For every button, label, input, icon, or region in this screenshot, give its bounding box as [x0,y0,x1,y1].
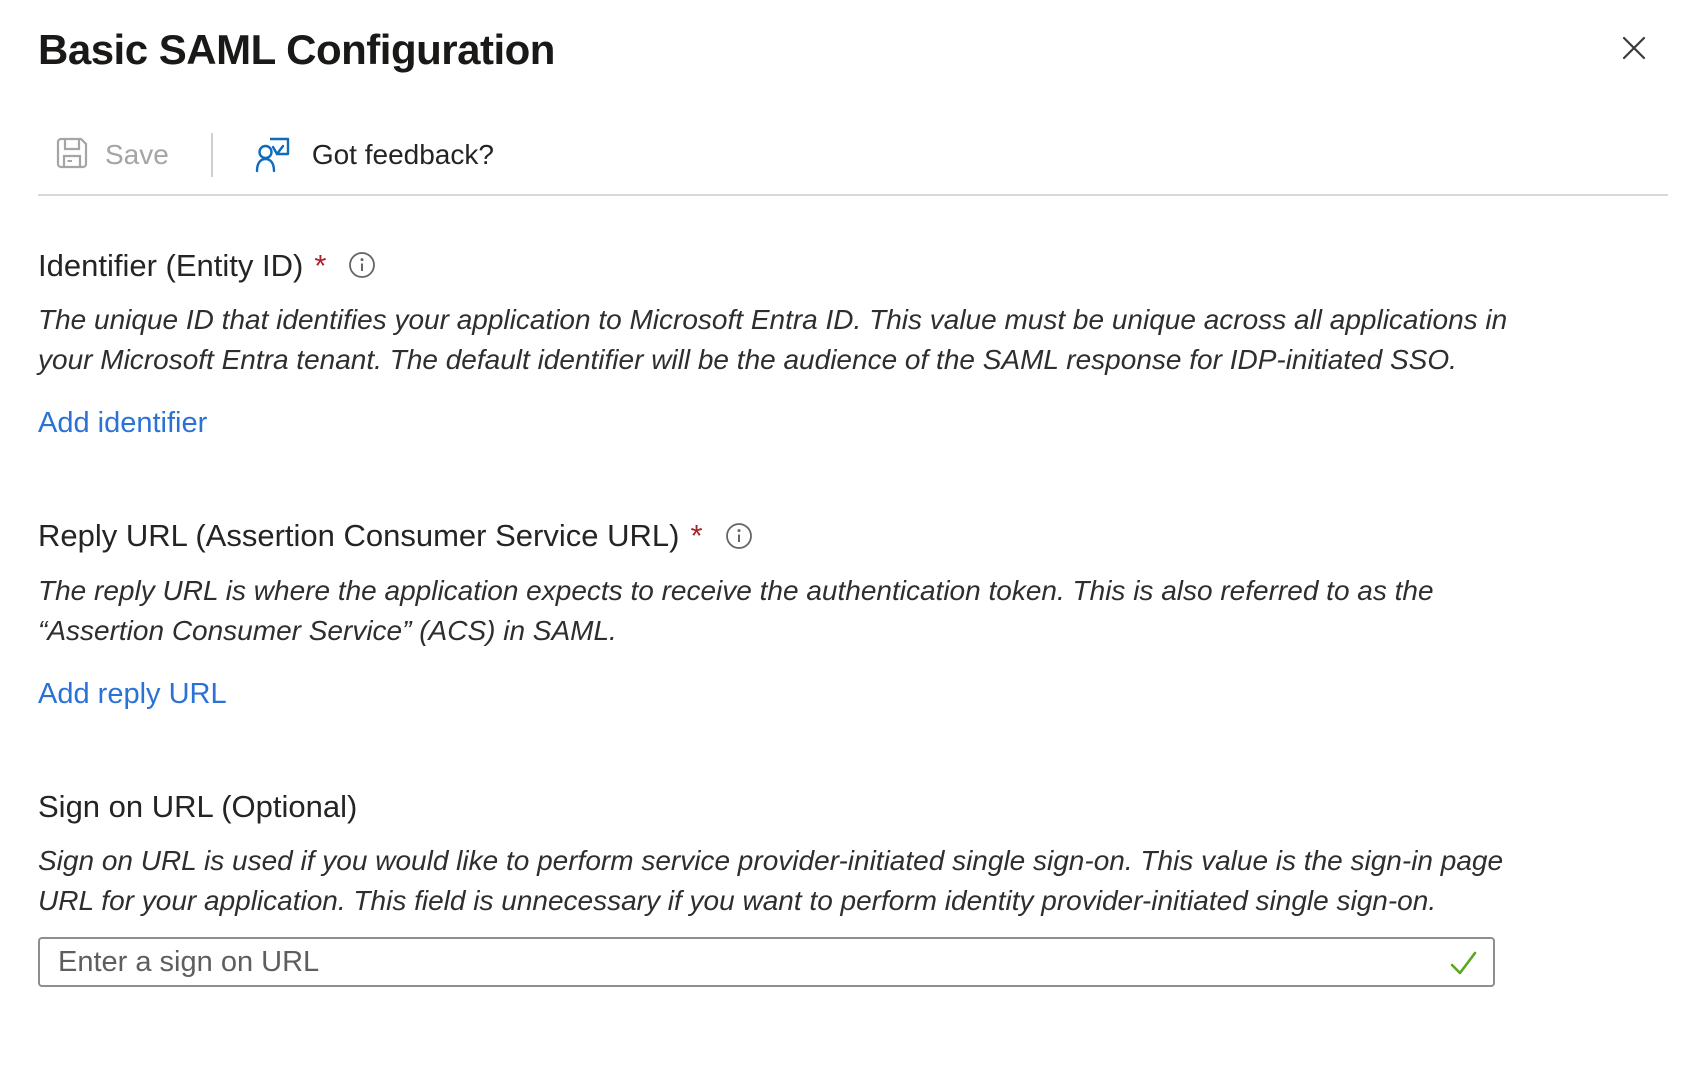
feedback-icon [255,133,297,178]
section-identifier-description: The unique ID that identifies your application to Microsoft Entra ID. This value must be unique across all applications in your Microsoft Entra tenant. The default identifier will be the audience of the SAML response for IDP-initiated SSO. [38,304,1508,376]
section-reply-url [38,518,1668,711]
info-icon [725,538,753,553]
section-reply-url-heading: Reply URL (Assertion Consumer Service URL) [38,518,680,554]
page-title: Basic SAML Configuration [38,26,555,73]
valid-check-icon [1445,944,1481,980]
command-bar [38,133,1668,196]
sign-on-url-input-wrap [38,937,1495,987]
add-reply-url-link[interactable]: Add reply URL [38,677,227,710]
got-feedback-label: Got feedback? [311,139,494,170]
close-button[interactable] [1618,32,1650,64]
reply-url-info-button[interactable] [725,522,753,550]
sign-on-url-input[interactable] [38,937,1495,987]
section-sign-on-url-heading: Sign on URL (Optional) [38,788,358,824]
required-asterisk: * [314,247,327,283]
section-identifier-heading-row [38,248,1668,284]
close-icon [1620,50,1648,65]
save-label: Save [105,139,169,170]
section-identifier [38,248,1668,441]
got-feedback-button[interactable] [255,133,494,178]
identifier-info-button[interactable] [348,251,376,279]
add-identifier-link[interactable]: Add identifier [38,407,208,440]
section-sign-on-url [38,789,1668,988]
toolbar-divider [211,133,213,177]
panel-header [38,24,1668,77]
required-asterisk: * [690,518,703,554]
info-icon [348,267,376,282]
save-button[interactable] [54,135,169,176]
section-reply-url-description: The reply URL is where the application expects to receive the authentication token. This is also referred to as the “Assertion Consumer Service” (ACS) in SAML. [38,574,1434,646]
section-sign-on-url-description: Sign on URL is used if you would like to perform service provider-initiated single sign-on. This value is the sign-in page URL for your application. This field is unnecessary if you want to perform identity provider-initiated single sign-on. [38,845,1504,917]
save-icon [54,135,90,176]
section-sign-on-url-heading-row [38,789,1668,825]
section-identifier-heading: Identifier (Entity ID) [38,247,304,283]
section-reply-url-heading-row [38,518,1668,554]
